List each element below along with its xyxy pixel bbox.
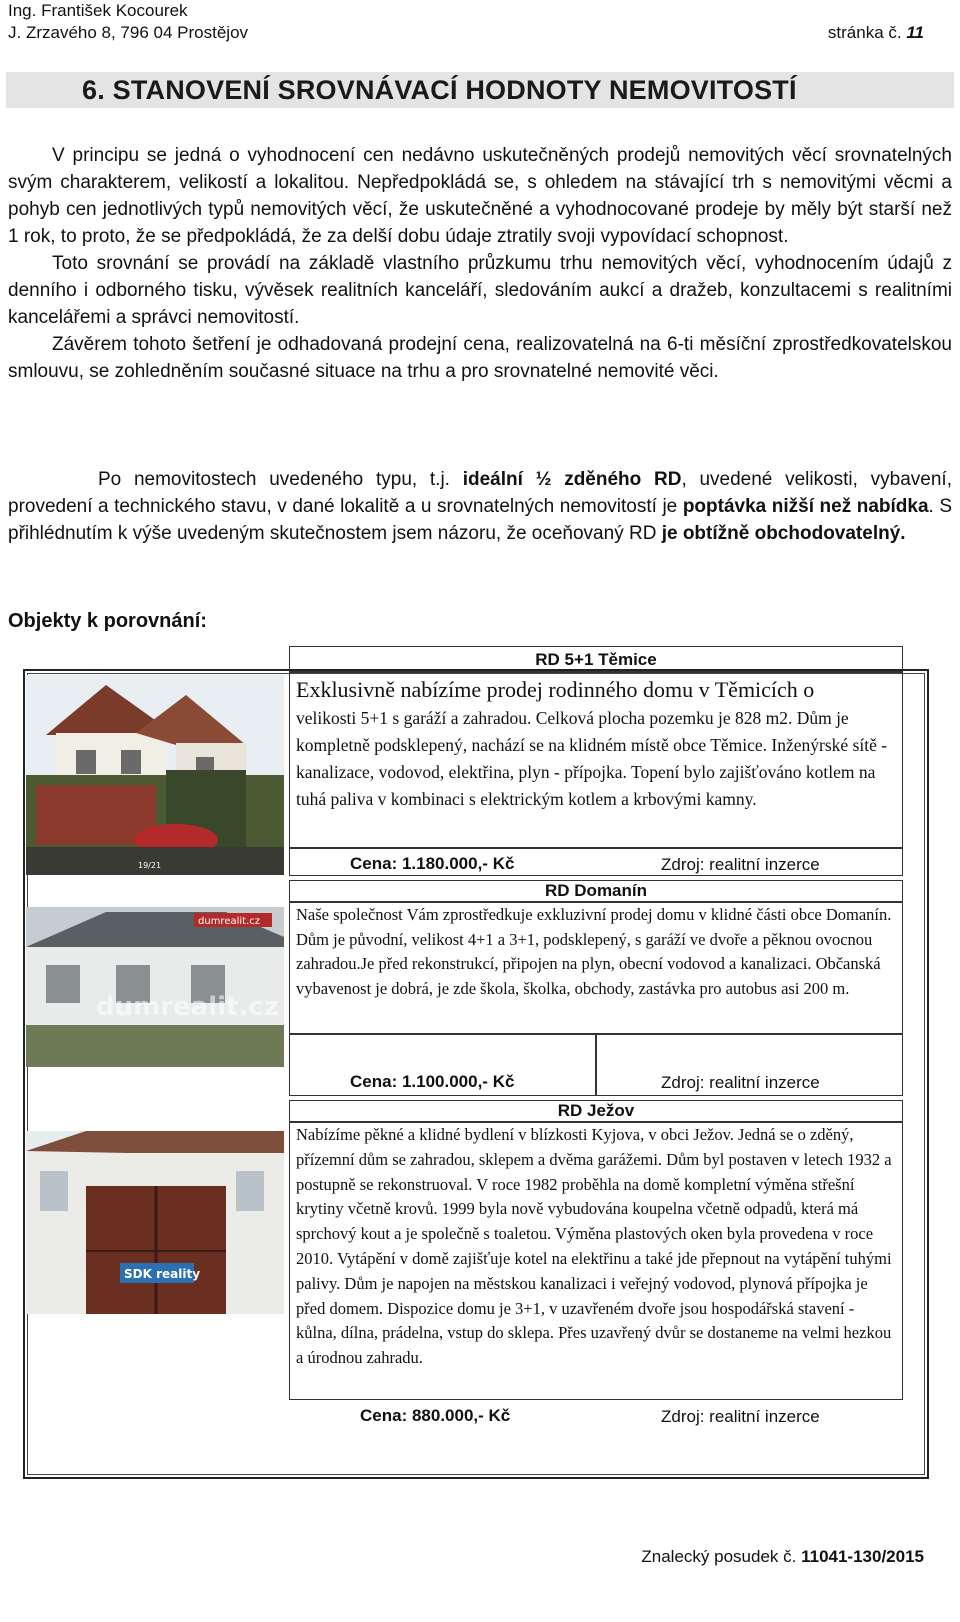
object-3-title: RD Ježov — [557, 1101, 635, 1120]
page-number: 11 — [906, 23, 924, 42]
photo-watermark-2-badge: dumrealit.cz — [198, 916, 261, 927]
house-illustration-1 — [26, 675, 284, 875]
object-1-source: Zdroj: realitní inzerce — [661, 855, 820, 874]
conclusion-paragraph — [8, 466, 952, 547]
footer — [641, 1547, 924, 1567]
photo-watermark-3: SDK reality — [124, 1267, 201, 1281]
methodology-paragraph — [8, 142, 952, 385]
photo-watermark-2: dumrealit.cz — [96, 992, 279, 1022]
object-3-price: Cena: 880.000,- Kč — [360, 1406, 511, 1425]
footer-label: Znalecký posudek č. — [641, 1547, 797, 1566]
footer-number: 11041-130/2015 — [801, 1547, 924, 1566]
conclusion-subject: ideální ½ zděného RD — [462, 469, 682, 490]
object-2-source: Zdroj: realitní inzerce — [661, 1073, 820, 1092]
object-1-lead: Exklusivně nabízíme prodej rodinného domu v Těmicích o — [296, 677, 815, 702]
object-1-description: velikosti 5+1 s garáží a zahradou. Celková plocha pozemku je 828 m2. Dům je kompletně podsklepený, nachází se na klidném místě obce Těmice. Inženýrské sítě - kanalizace, vodovod, elektřina, plyn - přípojka. Topení bylo zajišťováno kotlem na tuhá paliva v kombinaci s elektrickým kotlem a krbovými kamny. — [296, 708, 888, 809]
object-3-source: Zdroj: realitní inzerce — [661, 1407, 820, 1426]
conclusion-part-c: , uvedené velikosti, vybavení, provedení a technického stavu, v dané lokalitě a u srovnatelných nemovitostí je — [8, 469, 952, 517]
methodology-sentence-3: Závěrem tohoto šetření je odhadovaná prodejní cena, realizovatelná na 6-ti měsíční zprostředkovatelskou smlouvu, se zohledněním současné situace na trhu a pro srovnatelné nemovité věci. — [8, 334, 952, 382]
property-photo-domanin — [26, 907, 284, 1067]
page-indicator — [828, 22, 924, 44]
conclusion-demand: poptávka nižší než nabídka — [682, 496, 929, 517]
object-2-price: Cena: 1.100.000,- Kč — [350, 1072, 515, 1091]
section-title: 6. STANOVENÍ SROVNÁVACÍ HODNOTY NEMOVITOSTÍ — [82, 75, 797, 105]
conclusion-part-a: Po nemovitostech uvedeného typu, t.j. — [98, 469, 450, 490]
author-address: J. Zrzavého 8, 796 04 Prostějov — [8, 23, 249, 42]
methodology-sentence-2: Toto srovnání se provádí na základě vlastního průzkumu trhu nemovitých věcí, vyhodnocením údajů z denního i odborného tisku, vývěsek realitních kanceláří, sledováním aukcí a dražeb, konzultacemi s realitními kancelářemi a správci nemovitostí. — [8, 253, 952, 328]
house-illustration-3 — [26, 1131, 284, 1314]
object-3-description: Nabízíme pěkné a klidné bydlení v blízkosti Kyjova, v obci Ježov. Jedná se o zděný, přízemní dům se zahradou, sklepem a dvěma garážemi. Dům byl postaven v letech 1932 a postupně se rekonstruoval. V roce 1982 proběhla na domě kompletní výměna střešní krytiny včetně krovů. 1999 byla nově vybudována koupelna včetně odpadů, která má sprchový kout a je společně s toaletou. Výměna plastových oken byla provedena v roce 2010. Vytápění v domě zajišťuje kotel na elektřinu a také jde přepnout na vytápění tuhými palivy. Dům je napojen na městskou kanalizaci i veřejný vodovod, plynová přípojka je před domem. Dispozice domu je 3+1, v uzavřeném dvoře jsou hospodářská stavení - kůlna, dílna, prádelna, vstup do sklepa. Přes uzavřený dvůr se dostaneme na velmi hezkou a úrodnou zahradu. — [296, 1125, 892, 1368]
object-2-title: RD Domanín — [545, 881, 647, 900]
page-label: stránka č. — [827, 23, 902, 42]
comparison-heading: Objekty k porovnání: — [8, 610, 207, 632]
photo-watermark-1: 19/21 — [138, 861, 162, 870]
author-name: Ing. František Kocourek — [8, 1, 188, 20]
conclusion-part-e: . S přihlédnutím k výše uvedeným skutečnostem jsem názoru, že oceňovaný RD — [8, 496, 953, 544]
property-photo-temice — [26, 675, 284, 875]
methodology-sentence-1: V principu se jedná o vyhodnocení cen nedávno uskutečněných prodejů nemovitých věcí srovnatelných svým charakterem, velikostí a lokalitou. Nepředpokládá se, s ohledem na stávající trh s nemovitými věcmi a pohyb cen jednotlivých typů nemovitých věcí, že uskutečněné a vyhodnocované prodeje by měly být starší než 1 rok, to proto, že se předpokládá, že za delší dobu údaje ztratily svoji vypovídací schopnost. — [8, 145, 952, 247]
object-1-title: RD 5+1 Těmice — [535, 650, 657, 669]
property-photo-jezov — [26, 1131, 284, 1314]
object-1-price: Cena: 1.180.000,- Kč — [350, 854, 515, 873]
object-2-description: Naše společnost Vám zprostředkuje exkluzivní prodej domu v klidné části obce Domanín. Dům je původní, velikost 4+1 a 3+1, podsklepený, s garáží ve dvoře a pěknou ovocnou zahradou.Je před rekonstrukcí, připojen na plyn, obecní vodovod a kanalizaci. Občanská vybavenost je dobrá, je zde škola, školka, obchody, zastávka pro autobus asi 200 m. — [296, 905, 892, 998]
house-illustration-2 — [26, 907, 284, 1067]
conclusion-marketability: je obtížně obchodovatelný. — [661, 523, 906, 544]
